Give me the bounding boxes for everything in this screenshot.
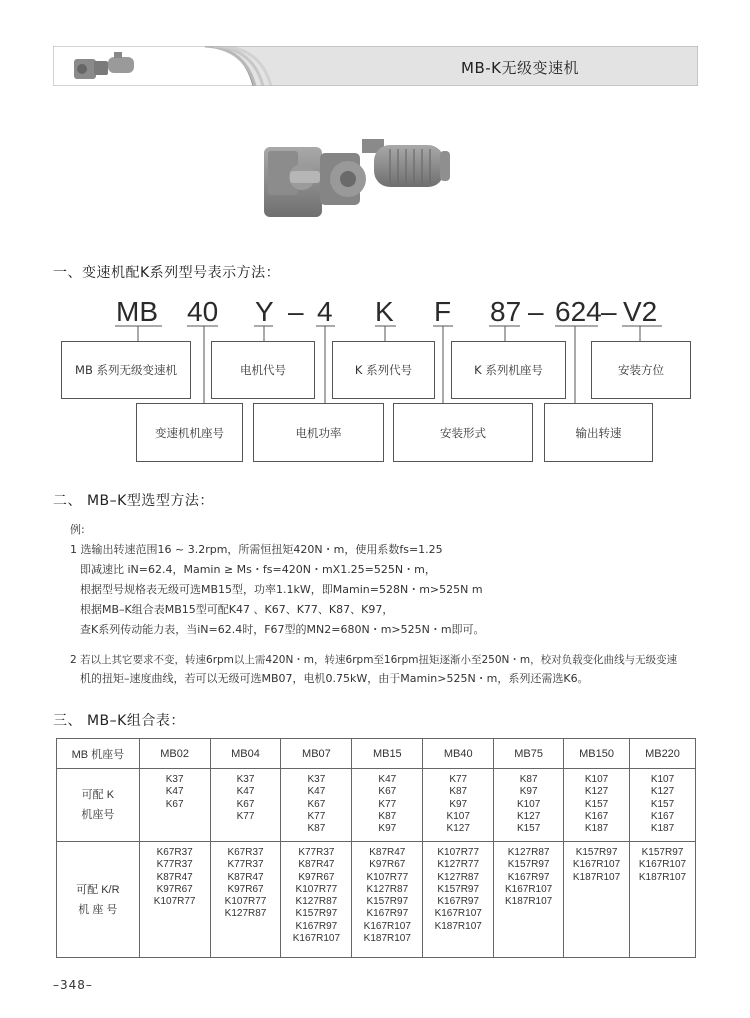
model-code: K77 <box>449 774 468 785</box>
table-cell <box>139 769 210 842</box>
table-cell <box>210 769 281 842</box>
code-v2: V2 <box>623 296 658 327</box>
model-code: K37 <box>165 774 184 785</box>
label-mounting-type: 安装形式 <box>393 403 533 462</box>
model-code: K167R107 <box>434 908 482 920</box>
model-code: K87R47 <box>369 847 406 858</box>
model-code: K47 <box>236 786 255 798</box>
section1-title: 一、变速机配K系列型号表示方法： <box>53 265 281 281</box>
model-code: K107R77 <box>366 871 409 883</box>
model-code: K127R87 <box>437 871 480 883</box>
model-code: K87 <box>307 823 326 835</box>
model-code: K187 <box>650 823 675 835</box>
label-k-frame-size: K 系列机座号 <box>451 341 566 399</box>
model-code: K127 <box>584 786 609 798</box>
model-code: K127 <box>446 823 470 835</box>
model-code: K127 <box>516 810 541 822</box>
code-4: 4 <box>317 296 333 327</box>
model-code: K127R87 <box>295 896 338 908</box>
row-label-kr: 可配 K/R 机 座 号 <box>57 842 140 958</box>
model-code: K127 <box>650 786 675 798</box>
table-cell <box>494 769 564 842</box>
table-cell <box>352 842 423 958</box>
model-code: K37 <box>307 774 326 785</box>
column-header: MB04 <box>210 739 281 769</box>
column-header: MB150 <box>564 739 630 769</box>
table-cell <box>494 842 564 958</box>
table-cell <box>423 769 494 842</box>
table-cell <box>564 842 630 958</box>
model-code: K107 <box>650 774 675 785</box>
code-40: 40 <box>187 296 219 327</box>
model-code: K167 <box>650 810 675 822</box>
model-code: K167R97 <box>437 896 480 908</box>
table-cell <box>423 842 494 958</box>
model-code: K97 <box>449 798 468 810</box>
model-code: K187R107 <box>434 920 482 932</box>
section3-title: 三、 MB–K组合表： <box>53 713 185 729</box>
model-code: K37 <box>236 774 255 785</box>
model-code: K167R97 <box>295 920 338 932</box>
code-y: Y <box>255 296 274 327</box>
table-cell <box>630 769 696 842</box>
model-code: K157 <box>516 823 541 835</box>
model-code: K107R77 <box>295 883 338 895</box>
label-k-series-code: K 系列代号 <box>332 341 435 399</box>
model-code: K47 <box>307 786 326 798</box>
column-header: MB75 <box>494 739 564 769</box>
model-code: K77 <box>236 810 255 822</box>
column-header: MB07 <box>281 739 352 769</box>
model-code: K157 <box>584 798 609 810</box>
model-code: K187 <box>584 823 609 835</box>
model-code: K127R87 <box>507 847 550 858</box>
model-code: K87 <box>378 810 397 822</box>
mb-k-combination-table <box>56 738 696 958</box>
label-mounting-position: 安装方位 <box>591 341 691 399</box>
model-code: K107R77 <box>224 896 267 908</box>
column-header: MB15 <box>352 739 423 769</box>
label-mb-series: MB 系列无级变速机 <box>61 341 191 399</box>
step-line: 根据MB–K组合表MB15型可配K47 、K67、K77、K87、K97， <box>80 603 394 616</box>
model-code: K77 <box>378 798 397 810</box>
step-line: 1 选输出转速范围16 ~ 3.2rpm，所需恒扭矩420N・m，使用系数fs=1.25 <box>70 543 443 556</box>
table-cell <box>210 842 281 958</box>
step-line: 即减速比 iN=62.4，Mamin ≥ Ms・fs=420N・mX1.25=525N・m， <box>80 563 436 576</box>
model-code: K87R47 <box>298 859 335 871</box>
model-code: K157R97 <box>575 847 618 858</box>
model-code: K67 <box>378 786 397 798</box>
model-code: K167R97 <box>507 871 550 883</box>
model-code: K167 <box>584 810 609 822</box>
table-header-row <box>57 739 696 769</box>
model-code: K77 <box>307 810 326 822</box>
table-cell <box>630 842 696 958</box>
header-title: MB-K无级变速机 <box>461 59 579 77</box>
model-code: K67 <box>307 798 326 810</box>
step-line: 2 若以上其它要求不变，转速6rpm以上需420N・m，转速6rpm至16rpm扭矩逐渐小至250N・m，校对负载变化曲线与无级变速 <box>70 654 678 666</box>
model-code: K157 <box>650 798 675 810</box>
model-code: K157R97 <box>507 859 550 871</box>
code-87: 87 <box>490 296 522 327</box>
model-code: K67 <box>165 798 184 810</box>
table-corner-header: MB 机座号 <box>57 739 140 769</box>
model-code: K167R107 <box>504 883 553 895</box>
section2-title: 二、 MB–K型选型方法： <box>53 493 214 509</box>
table-cell <box>139 842 210 958</box>
model-code: K67R37 <box>227 847 264 858</box>
model-code: K87R47 <box>227 871 264 883</box>
label-motor-power: 电机功率 <box>253 403 384 462</box>
code-624: 624 <box>555 296 602 327</box>
table-cell <box>564 769 630 842</box>
label-variator-frame: 变速机机座号 <box>136 403 243 462</box>
table-row-k <box>57 769 696 842</box>
model-code: K167R107 <box>363 920 411 932</box>
model-code: K107 <box>584 774 609 785</box>
code-dash-2: – <box>528 296 544 327</box>
table-cell <box>352 769 423 842</box>
model-code: K187R107 <box>638 871 687 883</box>
model-code: K157R97 <box>641 847 684 858</box>
model-code: K97 <box>519 786 538 798</box>
table-cell <box>281 842 352 958</box>
column-header: MB220 <box>630 739 696 769</box>
model-code: K77R37 <box>156 859 193 871</box>
model-code: K87 <box>519 774 538 785</box>
model-code: K47 <box>165 786 184 798</box>
row-label-k: 可配 K 机座号 <box>57 769 140 842</box>
model-code: K107 <box>446 810 470 822</box>
model-code: K107R77 <box>437 847 480 858</box>
code-mb: MB <box>116 296 158 327</box>
step-line: 根据型号规格表无级可选MB15型，功率1.1kW，即Mamin=528N・m>525N m <box>80 583 483 596</box>
model-code: K127R77 <box>437 859 480 871</box>
label-output-speed: 输出转速 <box>544 403 653 462</box>
model-code: K167R107 <box>572 859 621 871</box>
code-f: F <box>434 296 452 327</box>
model-code: K67 <box>236 798 255 810</box>
model-code: K107 <box>516 798 541 810</box>
model-code: K77R37 <box>298 847 335 858</box>
model-code: K157R97 <box>295 908 338 920</box>
code-dash-1: – <box>288 296 304 327</box>
column-header: MB02 <box>139 739 210 769</box>
model-code: K77R37 <box>227 859 264 871</box>
model-code: K187R107 <box>504 896 553 908</box>
model-code: K127R87 <box>366 883 409 895</box>
table-row-kr <box>57 842 696 958</box>
code-connector-lines <box>0 0 750 470</box>
column-header: MB40 <box>423 739 494 769</box>
model-code: K127R87 <box>224 908 267 920</box>
model-code: K167R107 <box>638 859 687 871</box>
model-code: K167R97 <box>366 908 409 920</box>
model-code: K187R107 <box>572 871 621 883</box>
model-code: K87R47 <box>156 871 193 883</box>
step-line: 查K系列传动能力表，当iN=62.4时，F67型的MN2=680N・m>525N・m即可。 <box>80 623 485 636</box>
model-code: K107R77 <box>153 896 196 908</box>
model-code: K167R107 <box>292 933 341 945</box>
model-code: K87 <box>449 786 468 798</box>
code-dash-3: – <box>601 296 617 327</box>
example-label: 例: <box>70 523 85 536</box>
model-code: K97R67 <box>298 871 335 883</box>
model-code: K187R107 <box>363 933 411 945</box>
model-code: K97R67 <box>227 883 264 895</box>
model-code: K97 <box>378 823 397 835</box>
model-code: K97R67 <box>369 859 406 871</box>
model-code: K157R97 <box>437 883 480 895</box>
model-code: K97R67 <box>156 883 193 895</box>
model-code: K47 <box>378 774 397 785</box>
table-cell <box>281 769 352 842</box>
label-motor-code: 电机代号 <box>211 341 315 399</box>
model-code: K67R37 <box>156 847 193 858</box>
code-k: K <box>375 296 394 327</box>
page-number: –348– <box>53 978 93 992</box>
step-line: 机的扭矩–速度曲线，若可以无级可选MB07，电机0.75kW，由于Mamin>525N・m，系列还需选K6。 <box>80 672 589 685</box>
model-code: K157R97 <box>366 896 409 908</box>
